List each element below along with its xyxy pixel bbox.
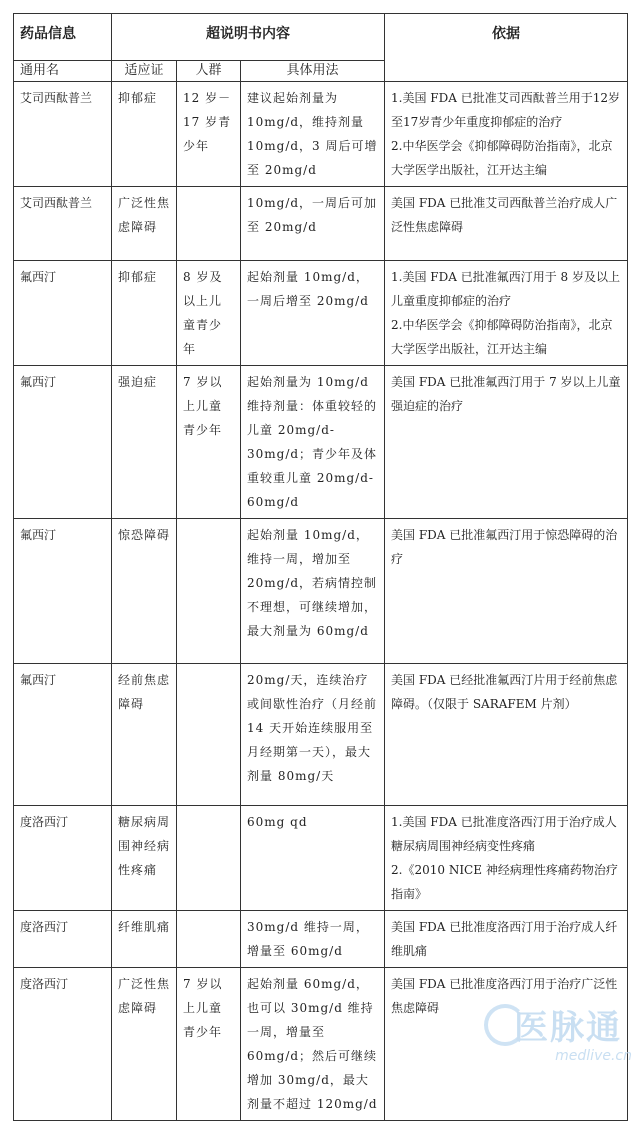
indication-cell: 抑郁症 bbox=[112, 82, 177, 187]
population-cell bbox=[177, 911, 241, 968]
population-cell bbox=[177, 187, 241, 261]
indication-cell: 经前焦虑障碍 bbox=[112, 664, 177, 806]
header-offlabel-content: 超说明书内容 bbox=[112, 14, 385, 61]
indication-cell: 抑郁症 bbox=[112, 261, 177, 366]
basis-cell: 1.美国 FDA 已批准度洛西汀用于治疗成人糖尿病周围神经病变性疼痛 2.《2010 NICE 神经病理性疼痛药物治疗指南》 bbox=[385, 806, 628, 911]
medlive-watermark-logo bbox=[472, 994, 632, 1074]
basis-cell: 美国 FDA 已批准度洛西汀用于治疗成人纤维肌痛 bbox=[385, 911, 628, 968]
population-cell: 7 岁以上儿童青少年 bbox=[177, 968, 241, 1121]
population-cell: 8 岁及以上儿童青少年 bbox=[177, 261, 241, 366]
table-row bbox=[14, 261, 628, 366]
drug-name-cell: 度洛西汀 bbox=[14, 911, 112, 968]
drug-name-cell: 度洛西汀 bbox=[14, 968, 112, 1121]
basis-cell: 1.美国 FDA 已批准艾司西酞普兰用于12岁至17岁青少年重度抑郁症的治疗 2.中华医学会《抑郁障碍防治指南》，北京大学医学出版社，江开达主编 bbox=[385, 82, 628, 187]
population-cell: 12 岁－17 岁青少年 bbox=[177, 82, 241, 187]
indication-cell: 糖尿病周围神经病性疼痛 bbox=[112, 806, 177, 911]
basis-cell: 美国 FDA 已批准度洛西汀用于治疗广泛性焦虑障碍 bbox=[385, 968, 628, 1121]
population-cell bbox=[177, 664, 241, 806]
population-cell: 7 岁以上儿童青少年 bbox=[177, 366, 241, 519]
table-row bbox=[14, 519, 628, 664]
watermark-url: medlive.cn bbox=[555, 1048, 632, 1064]
offlabel-drug-table bbox=[13, 13, 628, 1121]
population-cell bbox=[177, 519, 241, 664]
usage-cell: 10mg/d，一周后可加至 20mg/d bbox=[241, 187, 385, 261]
table-row bbox=[14, 911, 628, 968]
subheader-usage: 具体用法 bbox=[241, 61, 385, 82]
indication-cell: 强迫症 bbox=[112, 366, 177, 519]
table-row bbox=[14, 187, 628, 261]
basis-cell: 美国 FDA 已批准氟西汀用于惊恐障碍的治疗 bbox=[385, 519, 628, 664]
indication-cell: 惊恐障碍 bbox=[112, 519, 177, 664]
indication-cell: 广泛性焦虑障碍 bbox=[112, 187, 177, 261]
usage-cell: 60mg qd bbox=[241, 806, 385, 911]
drug-name-cell: 氟西汀 bbox=[14, 664, 112, 806]
usage-cell: 起始剂量 10mg/d，一周后增至 20mg/d bbox=[241, 261, 385, 366]
header-drug-info: 药品信息 bbox=[14, 14, 112, 61]
indication-cell: 纤维肌痛 bbox=[112, 911, 177, 968]
drug-name-cell: 艾司西酞普兰 bbox=[14, 187, 112, 261]
drug-name-cell: 氟西汀 bbox=[14, 261, 112, 366]
table-row bbox=[14, 664, 628, 806]
subheader-population: 人群 bbox=[177, 61, 241, 82]
usage-cell: 30mg/d 维持一周，增量至 60mg/d bbox=[241, 911, 385, 968]
subheader-indication: 适应证 bbox=[112, 61, 177, 82]
basis-cell: 1.美国 FDA 已批准氟西汀用于 8 岁及以上儿童重度抑郁症的治疗 2.中华医学会《抑郁障碍防治指南》，北京大学医学出版社，江开达主编 bbox=[385, 261, 628, 366]
basis-cell: 美国 FDA 已批准艾司西酞普兰治疗成人广泛性焦虑障碍 bbox=[385, 187, 628, 261]
usage-cell: 20mg/天，连续治疗或间歇性治疗（月经前 14 天开始连续服用至月经期第一天），最大剂量 80mg/天 bbox=[241, 664, 385, 806]
subheader-generic-name: 通用名 bbox=[14, 61, 112, 82]
watermark-brand: 医脉通 bbox=[514, 1008, 622, 1048]
drug-name-cell: 氟西汀 bbox=[14, 366, 112, 519]
table-row bbox=[14, 806, 628, 911]
header-basis: 依据 bbox=[385, 14, 628, 82]
table-row bbox=[14, 82, 628, 187]
table-row bbox=[14, 366, 628, 519]
drug-name-cell: 艾司西酞普兰 bbox=[14, 82, 112, 187]
indication-cell: 广泛性焦虑障碍 bbox=[112, 968, 177, 1121]
basis-cell: 美国 FDA 已经批准氟西汀片用于经前焦虑障碍。（仅限于 SARAFEM 片剂） bbox=[385, 664, 628, 806]
usage-cell: 建议起始剂量为10mg/d，维持剂量10mg/d，3 周后可增至 20mg/d bbox=[241, 82, 385, 187]
usage-cell: 起始剂量 60mg/d，也可以 30mg/d 维持一周，增量至 60mg/d；然后可继续增加 30mg/d，最大剂量不超过 120mg/d bbox=[241, 968, 385, 1121]
header-row bbox=[14, 14, 628, 61]
usage-cell: 起始剂量 10mg/d，维持一周，增加至 20mg/d，若病情控制不理想，可继续增加，最大剂量为 60mg/d bbox=[241, 519, 385, 664]
table-body bbox=[14, 82, 628, 1121]
usage-cell: 起始剂量为 10mg/d 维持剂量：体重较轻的儿童 20mg/d-30mg/d；青少年及体重较重儿童 20mg/d-60mg/d bbox=[241, 366, 385, 519]
drug-name-cell: 度洛西汀 bbox=[14, 806, 112, 911]
population-cell bbox=[177, 806, 241, 911]
drug-name-cell: 氟西汀 bbox=[14, 519, 112, 664]
basis-cell: 美国 FDA 已批准氟西汀用于 7 岁以上儿童强迫症的治疗 bbox=[385, 366, 628, 519]
